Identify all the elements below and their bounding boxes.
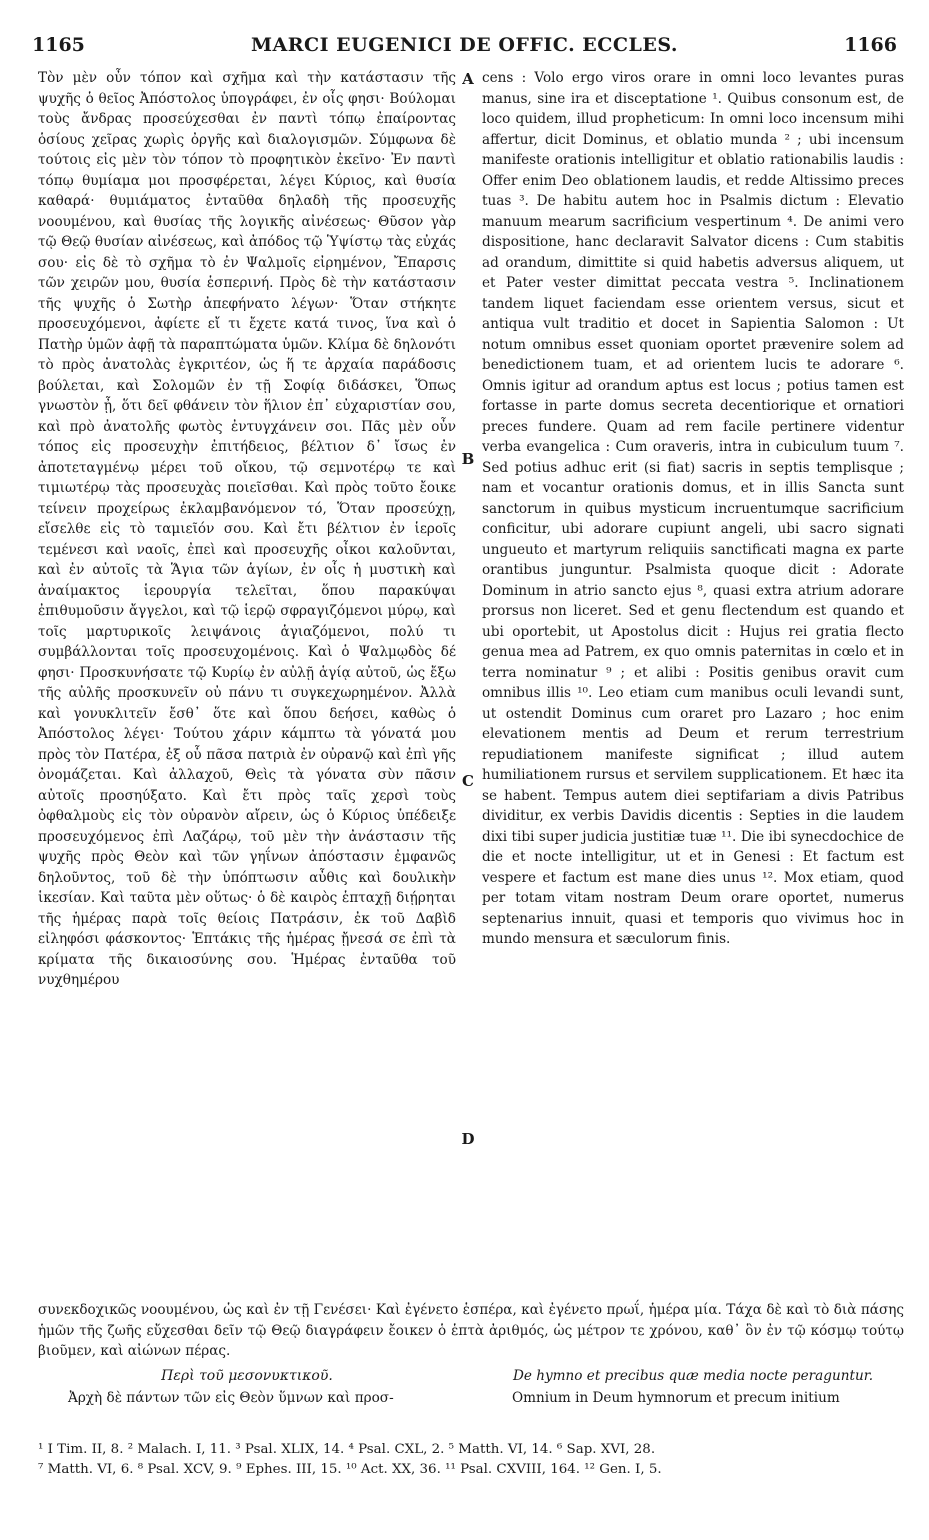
last-line-latin: Omnium in Deum hymnorum et precum initium [512, 1390, 840, 1406]
section-title-latin: De hymno et precibus quæ media nocte peraguntur. [512, 1368, 874, 1384]
page-header [32, 34, 897, 64]
margin-letter-a: A [462, 70, 474, 88]
greek-column [38, 68, 456, 991]
latin-paragraph: cens : Volo ergo viros orare in omni loco levantes puras manus, sine ira et disceptatione ¹. Quibus consonum est, de loco quidem, illud propheticum: In omni loco incensum mihi affertur, dicit Dominus, et oblatio munda ² ; ubi incensum manifeste orationis intelligitur et oblatio rationabilis laudis : Offer enim Deo oblationem laudis, et redde Altissimo preces tuas ³. De habitu autem hoc in Psalmis dictum : Elevatio manuum mearum sacrificium vespertinum ⁴. De animi vero dispositione, hanc declaravit Salvator dicens : Cum stabitis ad orandum, dimittite si quid habetis adversus aliquem, ut et Pater vester dimittat peccata vestra ⁵. Inclinationem tandem liquet faciendam esse orientem versus, sicut et antiqua vult traditio et docet in Sapientia Salomon : Ut notum omnibus esset quoniam oportet prævenire solem ad benedictionem tuam, et ad orientem lucis te adorare ⁶. Omnis igitur ad orandum aptus est locus ; potius tamen est fortasse in parte domus secreta decentiorique et ornatiori preces fundere. Quam ad rem facile pertinere videntur verba evangelica : Cum oraveris, intra in cubiculum tuum ⁷. Sed potius adhuc erit (si fiat) sacris in septis templisque ; nam et vocantur orationis domus, et in illis Sancta sunt sanctorum in quibus mysticum incruentumque sacrificium conficitur, ubi adorare cupiunt angeli, ubi sacro signati ungueuto et martyrum reliquiis sanctificati magna ex parte orantibus junguntur. Psalmista quoque dicit : Adorate Dominum in atrio sancto ejus ⁸, quasi extra atrium adorare prorsus non liceret. Sed et genu flectendum est quando et ubi oportebit, ut Apostolus dicit : Hujus rei gratia flecto genua mea ad Patrem, ex quo omnis paternitas in cœlo et in terra nominatur ⁹ ; et alibi : Positis genibus oravit cum omnibus illis ¹⁰. Leo etiam cum manibus oculi levandi sunt, ut ostendit Dominus cum oraret pro Lazaro ; hoc enim elevationem mentis ad Deum et rerum terrestrium repudiationem manifeste significat ; illud autem humiliationem rursus et servilem supplicationem. Et hæc ita se habent. Tempus autem diei septifariam a divis Patribus dividitur, ex verbis Davidis dicentis : Septies in die laudem dixi tibi super judicia justitiæ tuæ ¹¹. Die ibi synecdochice de die et nocte intelligitur, ut et in Genesi : Et factum est vespere et factum est mane dies unus ¹². Mox etiam, quod per totam vitam nostram Deum orare oportet, numerus septenarius innuit, quasi et temporis quo vivimus hoc in mundo mensura et sæculorum finis. [482, 70, 904, 947]
latin-column [482, 68, 904, 950]
footnotes [38, 1440, 904, 1480]
footnote-line-2: ⁷ Matth. VI, 6. ⁸ Psal. XCV, 9. ⁹ Ephes. III, 15. ¹⁰ Act. XX, 36. ¹¹ Psal. CXVIII, 164. ¹² Gen. I, 5. [38, 1462, 662, 1477]
section-title-greek: Περὶ τοῦ μεσονυκτικοῦ. [161, 1368, 333, 1384]
margin-letter-c: C [462, 772, 474, 790]
greek-paragraph: Τὸν μὲν οὖν τόπον καὶ σχῆμα καὶ τὴν κατάστασιν τῆς ψυχῆς ὁ θεῖος Ἀπόστολος ὑπογράφει, ἐν οἷς φησι· Βούλομαι τοὺς ἄνδρας προσεύχεσθαι ἐν παντὶ τόπῳ ἐπαίροντας ὁσίους χεῖρας χωρὶς ὀργῆς καὶ διαλογισμῶν. Σύμφωνα δὲ τούτοις εἰς μὲν τὸν τόπον τὸ προφητικὸν ἐκεῖνο· Ἐν παντὶ τόπῳ θυμίαμα μοι προσφέρεται, λέγει Κύριος, καὶ θυσία καθαρά· θυμιάματος ἐνταῦθα δηλαδὴ τῆς προσευχῆς νοουμένου, καὶ θυσίας τῆς λογικῆς αἰνέσεως· Θῦσον γὰρ τῷ Θεῷ θυσίαν αἰνέσεως, καὶ ἀπόδος τῷ Ὑψίστῳ τὰς εὐχάς σου· εἰς δὲ τὸ σχῆμα τὸ ἐν Ψαλμοῖς εἰρημένον, Ἔπαρσις τῶν χειρῶν μου, θυσία ἑσπερινή. Πρὸς δὲ τὴν κατάστασιν τῆς ψυχῆς ὁ Σωτὴρ ἀπεφήνατο λέγων· Ὅταν στήκητε προσευχόμενοι, ἀφίετε εἴ τι ἔχετε κατά τινος, ἵνα καὶ ὁ Πατὴρ ὑμῶν ἀφῇ τὰ παραπτώματα ὑμῶν. Κλίμα δὲ δηλονότι τὸ πρὸς ἀνατολὰς ἐγκριτέον, ὡς ἥ τε ἀρχαία παράδοσις βούλεται, καὶ Σολομῶν ἐν τῇ Σοφίᾳ διδάσκει, Ὅπως γνωστὸν ᾖ, ὅτι δεῖ φθάνειν τὸν ἥλιον ἐπ᾽ εὐχαριστίαν σου, καὶ πρὸ ἀνατολῆς φωτὸς ἐντυγχάνειν σοι. Πᾶς μὲν οὖν τόπος εἰς προσευχὴν ἐπιτήδειος, βέλτιον δ᾽ ἴσως ἐν ἀποτεταγμένῳ μέρει τοῦ οἴκου, τῷ σεμνοτέρῳ τε καὶ τιμιωτέρῳ τὰς προσευχὰς ποιεῖσθαι. Καὶ πρὸς τοῦτο ἔοικε τείνειν προχείρως ἐκλαμβανόμενον τό, Ὅταν προσεύχῃ, εἴσελθε εἰς τὸ ταμιεῖόν σου. Καὶ ἔτι βέλτιον ἐν ἱεροῖς τεμένεσι καὶ ναοῖς, ἐπεὶ καὶ προσευχῆς οἶκοι καλοῦνται, καὶ ἐν αὐτοῖς τὰ Ἅγια τῶν ἁγίων, ἐν οἷς ἡ μυστικὴ καὶ ἀναίμακτος ἱερουργία τελεῖται, ὅπου παρακύψαι ἐπιθυμοῦσιν ἄγγελοι, καὶ τῷ ἱερῷ σφραγιζόμενοι μύρῳ, καὶ τοῖς μαρτυρικοῖς λειψάνοις ἁγιαζόμενοι, πολύ τι συμβάλλονται τοῖς προσευχομένοις. Καὶ ὁ Ψαλμῳδὸς δέ φησι· Προσκυνήσατε τῷ Κυρίῳ ἐν αὐλῇ ἁγίᾳ αὐτοῦ, ὡς ἔξω τῆς αὐλῆς προσκυνεῖν οὐ πάνυ τι συγκεχωρημένον. Ἀλλὰ καὶ γονυκλιτεῖν ἔσθ᾽ ὅτε καὶ ὅπου δεήσει, καθὼς ὁ Ἀπόστολος λέγει· Τούτου χάριν κάμπτω τὰ γόνατά μου πρὸς τὸν Πατέρα, ἐξ οὗ πᾶσα πατριὰ ἐν οὐρανῷ καὶ ἐπὶ γῆς ὀνομάζεται. Καὶ ἀλλαχοῦ, Θεὶς τὰ γόνατα σὺν πᾶσιν αὐτοῖς προσηύξατο. Καὶ ἔτι πρὸς ταῖς χερσὶ τοὺς ὀφθαλμοὺς εἰς τὸν οὐρανὸν αἴρειν, ὡς ὁ Κύριος ὑπέδειξε προσευχόμενος ἐπὶ Λαζάρῳ, τοῦ μὲν τὴν ἀνάστασιν τῆς ψυχῆς πρὸς Θεὸν καὶ τῶν γηΐνων ἀπόστασιν ἐμφανῶς δηλοῦντος, τοῦ δὲ τὴν ὑπόπτωσιν αὖθις καὶ δουλικὴν ἱκεσίαν. Καὶ ταῦτα μὲν οὕτως· ὁ δὲ καιρὸς ἑπταχῇ διῄρηται τῆς ἡμέρας παρὰ τοῖς θείοις Πατράσιν, ἐκ τοῦ Δαβὶδ εἰληφόσι φάσκοντος· Ἑπτάκις τῆς ἡμέρας ᾔνεσά σε ἐπὶ τὰ κρίματα τῆς δικαιοσύνης σου. Ἡμέρας ἐνταῦθα τοῦ νυχθημέρου [38, 70, 456, 988]
margin-letter-d: D [461, 1130, 475, 1148]
last-line-greek: Ἀρχὴ δὲ πάντων τῶν εἰς Θεὸν ὕμνων καὶ προσ- [68, 1390, 394, 1406]
margin-letter-b: B [461, 450, 475, 468]
page-number-left: 1165 [32, 34, 85, 56]
running-title: MARCI EUGENICI DE OFFIC. ECCLES. [250, 34, 679, 56]
full-width-greek-text: συνεκδοχικῶς νοουμένου, ὡς καὶ ἐν τῇ Γενέσει· Καὶ ἐγένετο ἑσπέρα, καὶ ἐγένετο πρωΐ, ἡμέρα μία. Τάχα δὲ καὶ τὸ διὰ πάσης ἡμῶν τῆς ζωῆς εὔχεσθαι δεῖν τῷ Θεῷ διαγράφειν ἔοικεν ὁ ἑπτὰ ἀριθμός, ὡς μέτρον τε χρόνου, καθ᾽ ὃν ἐν τῷ κόσμῳ τούτῳ βιοῦμεν, καὶ αἰώνων πέρας. [38, 1302, 904, 1359]
page-number-right: 1166 [844, 34, 897, 56]
footnote-line-1: ¹ I Tim. II, 8. ² Malach. I, 11. ³ Psal. XLIX, 14. ⁴ Psal. CXL, 2. ⁵ Matth. VI, 14. ⁶ Sap. XVI, 28. [38, 1442, 656, 1457]
